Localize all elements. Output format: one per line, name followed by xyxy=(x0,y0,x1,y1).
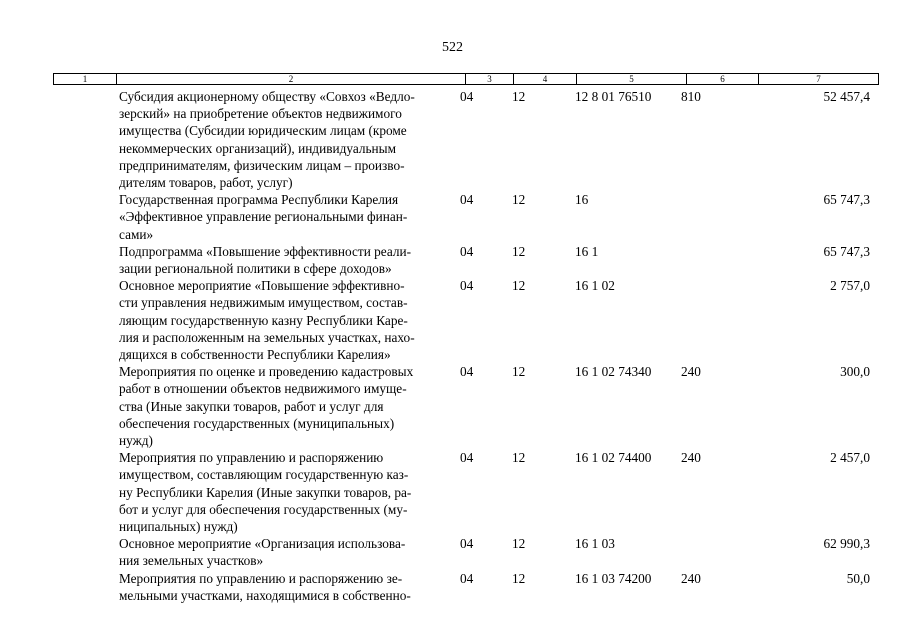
description-line: бот и услуг для обеспечения государственных (му- xyxy=(119,501,408,517)
cell-subsection: 12 xyxy=(512,89,526,104)
cell-description xyxy=(115,277,460,363)
description-line: ниципальных) нужд) xyxy=(119,519,238,535)
table-row xyxy=(53,535,879,569)
cell-section: 04 xyxy=(460,570,474,586)
description-line: сти управления недвижимым имуществом, состав- xyxy=(119,295,408,311)
description-line: Субсидия акционерному обществу «Совхоз «Ведло- xyxy=(119,89,415,104)
cell-col-1 xyxy=(53,449,115,535)
description-line: нужд) xyxy=(119,433,153,449)
cell-section: 04 xyxy=(460,536,474,552)
cell-col-1 xyxy=(53,191,115,243)
description-line: «Эффективное управление региональными финан- xyxy=(119,209,408,225)
cell-amount: 52 457,4 xyxy=(823,89,870,104)
description-line: ния земельных участков» xyxy=(119,553,264,569)
table-row xyxy=(53,88,879,191)
description-line: имуществом, составляющим государственную каз- xyxy=(119,467,409,483)
column-header-5: 5 xyxy=(576,74,686,84)
column-number-header xyxy=(53,73,879,85)
cell-subsection: 12 xyxy=(512,243,526,259)
cell-expense-type xyxy=(681,243,753,277)
cell-expense-type xyxy=(681,277,753,363)
cell-subsection: 12 xyxy=(512,192,526,208)
cell-amount: 300,0 xyxy=(840,364,870,380)
cell-amount: 50,0 xyxy=(846,570,870,586)
cell-description xyxy=(115,449,460,535)
cell-expense-type: 240 xyxy=(681,570,701,586)
cell-col-1 xyxy=(53,277,115,363)
cell-target-article: 12 8 01 76510 xyxy=(575,89,652,104)
cell-section: 04 xyxy=(460,364,474,380)
table-row xyxy=(53,570,879,604)
cell-col-1 xyxy=(53,88,115,191)
description-line: зерский» на приобретение объектов недвижимого xyxy=(119,106,402,122)
cell-expense-type xyxy=(681,191,753,243)
cell-amount: 62 990,3 xyxy=(823,536,870,552)
cell-description xyxy=(115,88,460,191)
cell-col-1 xyxy=(53,363,115,449)
cell-col-1 xyxy=(53,243,115,277)
cell-target-article: 16 1 02 xyxy=(575,278,615,294)
table-row xyxy=(53,243,879,277)
cell-section: 04 xyxy=(460,278,474,294)
page-number: 522 xyxy=(442,40,463,55)
cell-expense-type xyxy=(681,535,753,569)
cell-amount: 65 747,3 xyxy=(823,243,870,259)
description-line: работ в отношении объектов недвижимого имуще- xyxy=(119,381,407,397)
description-line: имущества (Субсидии юридическим лицам (кроме xyxy=(119,123,407,139)
cell-target-article: 16 1 02 74400 xyxy=(575,450,652,466)
description-line: мельными участками, находящимися в собственно- xyxy=(119,587,411,603)
cell-subsection: 12 xyxy=(512,570,526,586)
column-header-4: 4 xyxy=(513,74,576,84)
description-line: предпринимателям, физическим лицам – произво- xyxy=(119,157,405,173)
column-header-2: 2 xyxy=(116,74,465,84)
cell-target-article: 16 1 02 74340 xyxy=(575,364,652,380)
cell-subsection: 12 xyxy=(512,450,526,466)
table-row xyxy=(53,277,879,363)
column-header-6: 6 xyxy=(686,74,758,84)
description-line: зации региональной политики в сфере доходов» xyxy=(119,261,392,277)
description-line: лия и расположенным на земельных участках, нахо- xyxy=(119,329,415,345)
column-header-3: 3 xyxy=(465,74,513,84)
cell-target-article: 16 xyxy=(575,192,589,208)
cell-description xyxy=(115,243,460,277)
cell-description xyxy=(115,535,460,569)
description-line: ляющим государственную казну Республики Каре- xyxy=(119,312,408,328)
description-line: ства (Иные закупки товаров, работ и услуг для xyxy=(119,398,384,414)
cell-expense-type: 240 xyxy=(681,364,701,380)
cell-amount: 2 757,0 xyxy=(830,278,870,294)
cell-expense-type: 240 xyxy=(681,450,701,466)
table-row xyxy=(53,449,879,535)
cell-subsection: 12 xyxy=(512,278,526,294)
description-line: Основное мероприятие «Организация использова- xyxy=(119,536,406,552)
description-line: Мероприятия по управлению и распоряжению xyxy=(119,450,384,466)
description-line: сами» xyxy=(119,226,154,242)
cell-col-1 xyxy=(53,570,115,604)
description-line: дящихся в собственности Республики Карелия» xyxy=(119,347,391,363)
cell-description xyxy=(115,191,460,243)
description-line: Подпрограмма «Повышение эффективности реали- xyxy=(119,243,412,259)
description-line: обеспечения государственных (муниципальных) xyxy=(119,415,395,431)
cell-section: 04 xyxy=(460,243,474,259)
table-row xyxy=(53,191,879,243)
cell-target-article: 16 1 03 74200 xyxy=(575,570,652,586)
description-line: некоммерческих организаций), индивидуальным xyxy=(119,140,397,156)
cell-description xyxy=(115,570,460,604)
column-header-1: 1 xyxy=(82,74,88,84)
cell-section: 04 xyxy=(460,450,474,466)
budget-table-body xyxy=(53,88,879,604)
cell-section: 04 xyxy=(460,89,474,104)
description-line: Мероприятия по оценке и проведению кадастровых xyxy=(119,364,414,380)
cell-section: 04 xyxy=(460,192,474,208)
cell-col-1 xyxy=(53,535,115,569)
table-row xyxy=(53,363,879,449)
cell-expense-type: 810 xyxy=(681,89,701,104)
cell-amount: 65 747,3 xyxy=(823,192,870,208)
cell-amount: 2 457,0 xyxy=(830,450,870,466)
description-line: Основное мероприятие «Повышение эффективно- xyxy=(119,278,405,294)
cell-subsection: 12 xyxy=(512,536,526,552)
cell-description xyxy=(115,363,460,449)
column-header-7: 7 xyxy=(758,74,878,84)
description-line: Государственная программа Республики Карелия xyxy=(119,192,399,208)
cell-subsection: 12 xyxy=(512,364,526,380)
description-line: дителям товаров, работ, услуг) xyxy=(119,175,293,191)
cell-target-article: 16 1 xyxy=(575,243,599,259)
cell-target-article: 16 1 03 xyxy=(575,536,615,552)
description-line: Мероприятия по управлению и распоряжению зе- xyxy=(119,570,403,586)
description-line: ну Республики Карелия (Иные закупки товаров, ра- xyxy=(119,484,412,500)
